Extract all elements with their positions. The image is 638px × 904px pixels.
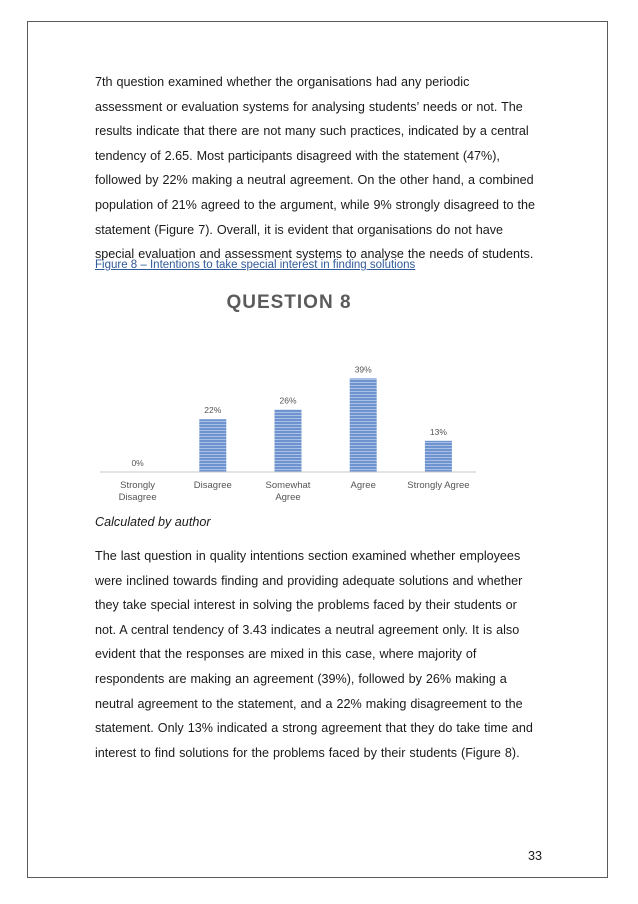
data-label: 22% xyxy=(204,405,222,416)
paragraph-question-7 xyxy=(95,70,555,267)
data-label: 0% xyxy=(131,458,144,468)
text-line: assessment or evaluation systems for analysing students’ needs or not. The xyxy=(95,99,523,114)
text-line: 7th question examined whether the organisations had any periodic xyxy=(95,75,470,89)
category-label: Disagree xyxy=(193,480,232,491)
question-8-bar-chart xyxy=(95,284,485,509)
category-label: Disagree xyxy=(118,492,157,503)
text-line: were inclined towards finding and providing adequate solutions and whether xyxy=(95,573,523,588)
paragraph-question-8 xyxy=(95,544,555,765)
page-number: 33 xyxy=(528,849,543,863)
text-line: tendency of 2.65. Most participants disagreed with the statement (47%), xyxy=(95,148,500,163)
text-line: interest to find solutions for the problems faced by their students (Figure 8). xyxy=(95,745,520,760)
source-note: Calculated by author xyxy=(95,515,211,529)
category-label: Somewhat xyxy=(265,480,311,491)
category-label: Strongly Agree xyxy=(407,480,470,491)
bar xyxy=(350,378,377,472)
text-line: neutral agreement to the statement, and a 22% making disagreement to the xyxy=(95,696,523,711)
text-line: The last question in quality intentions section examined whether employees xyxy=(95,549,521,563)
chart-title: QUESTION 8 xyxy=(226,292,352,313)
text-line: special evaluation and assessment systems to analyse the needs of students. xyxy=(95,247,534,262)
text-line: statement (Figure 7). Overall, it is evident that organisations do not have xyxy=(95,222,504,237)
text-line: results indicate that there are not many such practices, indicated by a central xyxy=(95,124,529,139)
data-label: 26% xyxy=(279,395,297,406)
text-line: not. A central tendency of 3.43 indicates a neutral agreement only. It is also xyxy=(95,622,520,637)
text-line: statement. Only 13% indicated a strong agreement that they do take time and xyxy=(95,721,533,736)
bar xyxy=(425,441,452,472)
category-label: Agree xyxy=(350,480,376,491)
figure-caption: Figure 8 – Intentions to take special interest in finding solutions xyxy=(95,259,416,271)
text-line: respondents are making an agreement (39%), followed by 26% making a xyxy=(95,671,507,686)
text-line: evident that the responses are mixed in this case, where majority of xyxy=(95,647,477,662)
category-label: Strongly xyxy=(120,480,156,491)
text-line: they take special interest in solving the problems faced by their students or xyxy=(95,598,517,613)
bar xyxy=(199,419,226,472)
text-line: population of 21% agreed to the argument, while 9% strongly disagreed to the xyxy=(95,197,536,212)
text-line: followed by 22% making a neutral agreement. On the other hand, a combined xyxy=(95,173,534,188)
data-label: 13% xyxy=(429,426,447,437)
data-label: 39% xyxy=(354,364,372,375)
category-label: Agree xyxy=(275,492,301,503)
bar xyxy=(275,410,302,472)
bars-layer xyxy=(199,378,452,472)
